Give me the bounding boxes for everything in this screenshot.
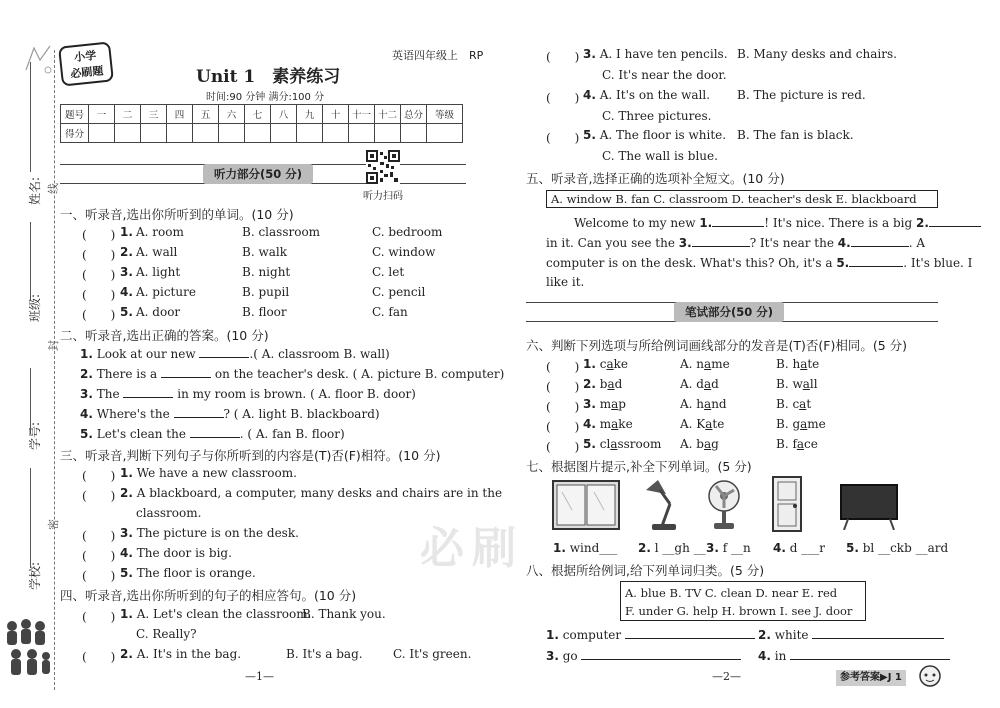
score-table-header-row — [61, 105, 463, 124]
answer-bracket[interactable]: ( ) — [82, 248, 116, 262]
school-underline — [30, 468, 31, 568]
q3-item: 4. The door is big. — [120, 546, 232, 560]
option-c: C. The wall is blue. — [602, 149, 718, 163]
option-a: A. door — [136, 305, 181, 319]
answer-bracket[interactable]: ( ) — [546, 420, 580, 434]
q6-example-word: 1. cake — [583, 357, 629, 371]
option-c: C. It's green. — [393, 647, 472, 661]
option-b: B. face — [776, 437, 818, 451]
option-a: A. wall — [136, 245, 178, 259]
fill-blank[interactable] — [812, 627, 944, 639]
answer-bracket[interactable]: ( ) — [82, 529, 116, 543]
fill-blank[interactable] — [199, 346, 249, 358]
option-b: B. walk — [242, 245, 287, 259]
option-b: B. Many desks and chairs. — [737, 47, 897, 61]
option-b: B. pupil — [242, 285, 290, 299]
q8-title: 八、根据所给例词,给下列单词归类。(5 分) — [526, 563, 765, 578]
answer-bracket[interactable]: ( ) — [546, 360, 580, 374]
score-cell: 二 — [115, 105, 141, 124]
school-label: 学校: — [28, 561, 42, 590]
q8-word-row-2: F. under G. help H. brown I. see J. door — [625, 604, 853, 618]
q4-item: 4. A. It's on the wall. — [583, 88, 711, 102]
q2-item: 2. There is a on the teacher's desk. ( A. picture B. computer) — [80, 367, 505, 381]
q3-title: 三、听录音,判断下列句子与你所听到的内容是(T)否(F)相符。(10 分) — [60, 448, 441, 463]
answer-bracket[interactable]: ( ) — [546, 91, 580, 105]
answer-bracket[interactable]: ( ) — [546, 50, 580, 64]
q2-item: 5. Let's clean the . ( A. fan B. floor) — [80, 427, 345, 441]
q3-item: 1. We have a new classroom. — [120, 466, 297, 480]
score-cell: 五 — [193, 105, 219, 124]
answer-bracket[interactable]: ( ) — [546, 440, 580, 454]
q5-passage-line1: Welcome to my new 1. ! It's nice. There is a big 2. — [574, 215, 981, 230]
option-b: B. The fan is black. — [737, 128, 854, 142]
q2-item: 3. The in my room is brown. ( A. floor B. door) — [80, 387, 416, 401]
q8-item: 4. in — [758, 648, 950, 663]
q3-item-continuation: classroom. — [136, 506, 202, 520]
q2-item: 4. Where's the ? ( A. light B. blackboard) — [80, 407, 380, 421]
q6-title: 六、判断下列选项与所给例词画线部分的发音是(T)否(F)相同。(5 分) — [526, 338, 908, 353]
score-cell: 三 — [141, 105, 167, 124]
item-number: 5. — [120, 305, 133, 319]
fill-blank[interactable] — [790, 648, 950, 660]
option-a: A. Kate — [680, 417, 725, 431]
answer-bracket[interactable]: ( ) — [546, 131, 580, 145]
score-input-cell[interactable] — [193, 124, 219, 143]
item-number: 2. — [120, 245, 133, 259]
q5-passage-line2: in it. Can you see the 3. ? It's near the 4. . A — [546, 236, 926, 250]
q6-example-word: 2. bad — [583, 377, 623, 391]
q4-title: 四、听录音,选出你所听到的句子的相应答句。(10 分) — [60, 588, 357, 603]
answer-bracket[interactable]: ( ) — [82, 308, 116, 322]
answer-bracket[interactable]: ( ) — [82, 228, 116, 242]
fill-blank[interactable] — [190, 426, 240, 438]
option-a: A. picture — [136, 285, 196, 299]
option-c: C. It's near the door. — [602, 68, 727, 82]
id-underline — [30, 368, 31, 434]
option-c: C. bedroom — [372, 225, 443, 239]
q7-item: 5. bl __ckb __ard — [846, 541, 949, 555]
score-row-label: 得分 — [61, 124, 89, 143]
cut-line — [54, 50, 55, 690]
id-label: 学号: — [28, 421, 42, 450]
item-number: 4. — [120, 285, 133, 299]
seal-mark: 封 — [47, 340, 60, 351]
class-underline — [30, 222, 31, 300]
q7-item: 3. f __n — [706, 541, 751, 555]
q2-item: 1. Look at our new .( A. classroom B. wall) — [80, 347, 390, 361]
score-input-cell[interactable] — [349, 124, 375, 143]
listening-section-title: 听力部分(50 分) — [203, 164, 313, 184]
fill-blank[interactable] — [161, 366, 211, 378]
fan-picture-icon — [704, 478, 744, 532]
score-cell: 题号 — [61, 105, 89, 124]
lamp-picture-icon — [640, 476, 686, 532]
option-b: B. wall — [776, 377, 818, 391]
qr-code-icon[interactable] — [366, 150, 400, 184]
unit-title: Unit 1 素养练习 — [196, 67, 341, 87]
fill-blank[interactable] — [851, 235, 909, 247]
line-mark: 线 — [47, 183, 60, 194]
secret-mark: 密 — [47, 519, 60, 530]
q8-word-box — [620, 581, 866, 621]
option-b: B. classroom — [242, 225, 321, 239]
option-b: B. Thank you. — [302, 607, 386, 621]
q3-item: 2. A blackboard, a computer, many desks and chairs are in the — [120, 486, 503, 500]
fill-blank[interactable] — [712, 215, 764, 227]
score-cell: 十一 — [349, 105, 375, 124]
score-input-cell[interactable] — [245, 124, 271, 143]
score-input-cell[interactable] — [219, 124, 245, 143]
brand-logo: 小学 必刷题 — [58, 41, 114, 86]
fill-blank[interactable] — [692, 235, 750, 247]
writing-section-title: 笔试部分(50 分) — [674, 302, 784, 322]
answer-bracket[interactable]: ( ) — [82, 650, 116, 664]
q1-title: 一、听录音,选出你所听到的单词。(10 分) — [60, 207, 294, 222]
option-a: A. hand — [680, 397, 727, 411]
score-cell: 一 — [89, 105, 115, 124]
mascot-icon — [918, 664, 942, 690]
option-a: A. bag — [680, 437, 719, 451]
students-illustration — [4, 612, 52, 682]
score-input-cell[interactable] — [375, 124, 401, 143]
score-table — [60, 104, 463, 143]
q4-item: 3. A. I have ten pencils. — [583, 47, 728, 61]
answer-bracket[interactable]: ( ) — [82, 288, 116, 302]
score-input-cell[interactable] — [297, 124, 323, 143]
fill-blank[interactable] — [849, 255, 903, 267]
name-label: 姓名: — [28, 176, 42, 205]
q7-item: 2. l __gh __ — [638, 541, 706, 555]
binding-strip — [0, 0, 58, 708]
score-cell: 八 — [271, 105, 297, 124]
fill-blank[interactable] — [581, 648, 741, 660]
q7-item: 4. d ___r — [773, 541, 825, 555]
answer-bracket[interactable]: ( ) — [82, 610, 116, 624]
q8-item: 2. white — [758, 627, 944, 642]
q3-item: 5. The floor is orange. — [120, 566, 256, 580]
score-input-cell[interactable] — [427, 124, 463, 143]
q5-passage-line4: like it. — [546, 275, 585, 289]
fill-blank[interactable] — [123, 386, 173, 398]
option-b: B. It's a bag. — [286, 647, 363, 661]
q6-example-word: 5. classroom — [583, 437, 662, 451]
option-c: C. Three pictures. — [602, 109, 712, 123]
fill-blank[interactable] — [929, 215, 981, 227]
option-a: A. name — [680, 357, 730, 371]
option-c: C. fan — [372, 305, 408, 319]
option-b: B. cat — [776, 397, 812, 411]
door-picture-icon — [772, 476, 802, 532]
page-number-1: —1— — [245, 670, 274, 683]
page-number-2: —2— — [712, 670, 741, 683]
score-cell: 四 — [167, 105, 193, 124]
option-a: A. dad — [680, 377, 719, 391]
score-cell: 七 — [245, 105, 271, 124]
option-c: C. pencil — [372, 285, 426, 299]
option-b: B. game — [776, 417, 826, 431]
option-b: B. hate — [776, 357, 820, 371]
q6-example-word: 3. map — [583, 397, 626, 411]
blackboard-picture-icon — [840, 484, 898, 530]
score-input-cell[interactable] — [141, 124, 167, 143]
watermark: 必刷 — [420, 523, 524, 574]
q2-title: 二、听录音,选出正确的答案。(10 分) — [60, 328, 269, 343]
q7-item: 1. wind___ — [553, 541, 618, 555]
score-cell: 九 — [297, 105, 323, 124]
score-cell: 六 — [219, 105, 245, 124]
answer-bracket[interactable]: ( ) — [546, 380, 580, 394]
item-number: 3. — [120, 265, 133, 279]
q6-example-word: 4. make — [583, 417, 633, 431]
item-number: 1. — [120, 225, 133, 239]
q8-item: 3. go — [546, 648, 741, 663]
option-b: B. The picture is red. — [737, 88, 866, 102]
q7-title: 七、根据图片提示,补全下列单词。(5 分) — [526, 459, 752, 474]
answer-bracket[interactable]: ( ) — [82, 569, 116, 583]
answer-reference-link[interactable]: 参考答案▶J 1 — [836, 670, 906, 686]
decor-scribble-icon — [22, 40, 56, 80]
q8-word-row-1: A. blue B. TV C. clean D. near E. red — [625, 586, 838, 600]
q4-item: 5. A. The floor is white. — [583, 128, 727, 142]
score-cell: 总分 — [401, 105, 427, 124]
answer-bracket[interactable]: ( ) — [82, 489, 116, 503]
score-input-cell[interactable] — [89, 124, 115, 143]
score-input-cell[interactable] — [167, 124, 193, 143]
q8-item: 1. computer — [546, 627, 755, 642]
qr-caption: 听力扫码 — [363, 191, 403, 202]
fill-blank[interactable] — [174, 406, 224, 418]
answer-bracket[interactable]: ( ) — [82, 469, 116, 483]
score-input-cell[interactable] — [401, 124, 427, 143]
score-table-score-row — [61, 124, 463, 143]
q5-options-box: A. window B. fan C. classroom D. teacher's desk E. blackboard — [546, 190, 938, 208]
answer-bracket[interactable]: ( ) — [546, 400, 580, 414]
score-cell: 等级 — [427, 105, 463, 124]
q5-passage-line3: computer is on the desk. What's this? Oh, it's a 5. . It's blue. I — [546, 256, 973, 270]
option-c: C. let — [372, 265, 405, 279]
option-b: B. floor — [242, 305, 287, 319]
option-c: C. Really? — [136, 627, 197, 641]
score-input-cell[interactable] — [115, 124, 141, 143]
answer-bracket[interactable]: ( ) — [82, 268, 116, 282]
q4-item: 1. A. Let's clean the classroom. — [120, 607, 312, 621]
score-cell: 十二 — [375, 105, 401, 124]
q4-item: 2. A. It's in the bag. — [120, 647, 242, 661]
option-c: C. window — [372, 245, 436, 259]
fill-blank[interactable] — [625, 627, 755, 639]
option-a: A. light — [136, 265, 181, 279]
answer-bracket[interactable]: ( ) — [82, 549, 116, 563]
score-input-cell[interactable] — [323, 124, 349, 143]
score-input-cell[interactable] — [271, 124, 297, 143]
q5-title: 五、听录音,选择正确的选项补全短文。(10 分) — [526, 171, 785, 186]
q3-item: 3. The picture is on the desk. — [120, 526, 299, 540]
option-a: A. room — [136, 225, 184, 239]
option-b: B. night — [242, 265, 291, 279]
window-picture-icon — [552, 480, 620, 530]
class-label: 班级: — [28, 293, 42, 322]
book-info: 英语四年级上 RP — [392, 49, 484, 62]
score-cell: 十 — [323, 105, 349, 124]
time-info: 时间:90 分钟 满分:100 分 — [206, 92, 325, 103]
